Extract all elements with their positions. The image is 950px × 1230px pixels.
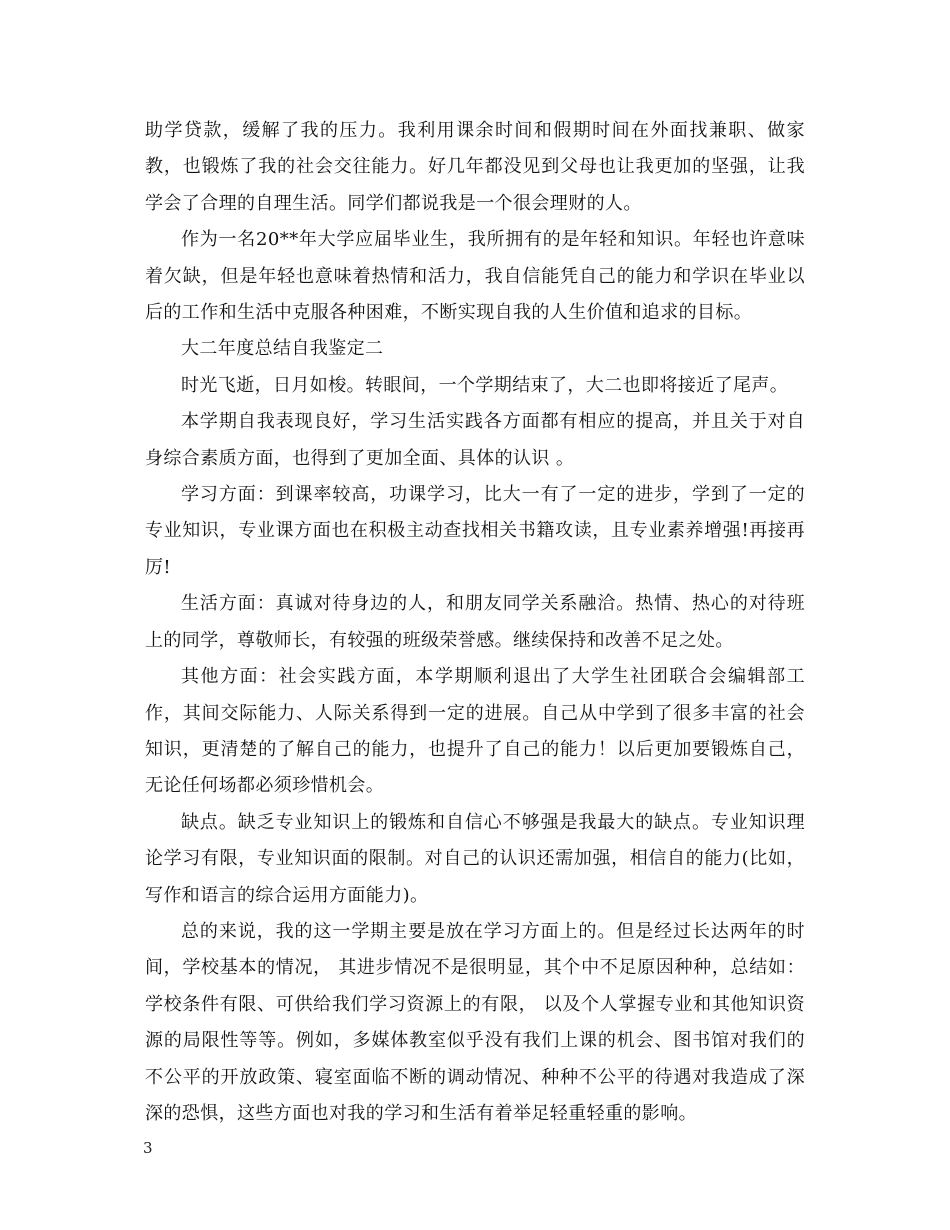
- paragraph: 作为一名20**年大学应届毕业生，我所拥有的是年轻和知识。年轻也许意味着欠缺，但是年轻也意味着热情和活力，我自信能凭自己的能力和学识在毕业以后的工作和生活中克服各种困难，不断实现自我的人生价值和追求的目标。: [145, 229, 805, 324]
- section-heading: 大二年度总结自我鉴定二: [181, 338, 384, 360]
- paragraph: 本学期自我表现良好，学习生活实践各方面都有相应的提高，并且关于对自身综合素质方面，也得到了更加全面、具体的认识 。: [145, 411, 805, 469]
- paragraph: 其他方面：社会实践方面，本学期顺利退出了大学生社团联合会编辑部工作，其间交际能力、人际关系得到一定的进展。自己从中学到了很多丰富的社会知识，更清楚的了解自己的能力，也提升了自己的能力！以后更加要锻炼自己，无论任何场都必须珍惜机会。: [145, 666, 805, 797]
- paragraph: 缺点。缺乏专业知识上的锻炼和自信心不够强是我最大的缺点。专业知识理论学习有限，专业知识面的限制。对自己的认识还需加强，相信自的能力(比如，写作和语言的综合运用方面能力)。: [145, 811, 805, 906]
- paragraph: 总的来说，我的这一学期主要是放在学习方面上的。但是经过长达两年的时间，学校基本的情况， 其进步情况不是很明显，其个中不足原因种种，总结如：学校条件有限、可供给我们学习资源上的有限， 以及个人掌握专业和其他知识资源的局限性等等。例如，多媒体教室似乎没有我们上课的机会、图书馆对我们的不公平的开放政策、寝室面临不断的调动情况、种种不公平的待遇对我造成了深深的恐惧，这些方面也对我的学习和生活有着举足轻重轻重的影响。: [145, 920, 805, 1124]
- paragraph: 助学贷款，缓解了我的压力。我利用课余时间和假期时间在外面找兼职、做家教，也锻炼了我的社会交往能力。好几年都没见到父母也让我更加的坚强，让我学会了合理的自理生活。同学们都说我是一个很会理财的人。: [145, 120, 805, 214]
- paragraph: 时光飞逝，日月如梭。转眼间，一个学期结束了，大二也即将接近了尾声。: [181, 374, 789, 396]
- paragraph: 学习方面：到课率较高，功课学习，比大一有了一定的进步，学到了一定的专业知识，专业课方面也在积极主动查找相关书籍攻读，且专业素养增强!再接再厉!: [145, 484, 805, 578]
- paragraph: 生活方面：真诚对待身边的人，和朋友同学关系融洽。热情、热心的对待班上的同学，尊敬师长，有较强的班级荣誉感。继续保持和改善不足之处。: [145, 593, 805, 651]
- page-number: 3: [143, 1139, 153, 1157]
- document-body: [145, 113, 805, 1132]
